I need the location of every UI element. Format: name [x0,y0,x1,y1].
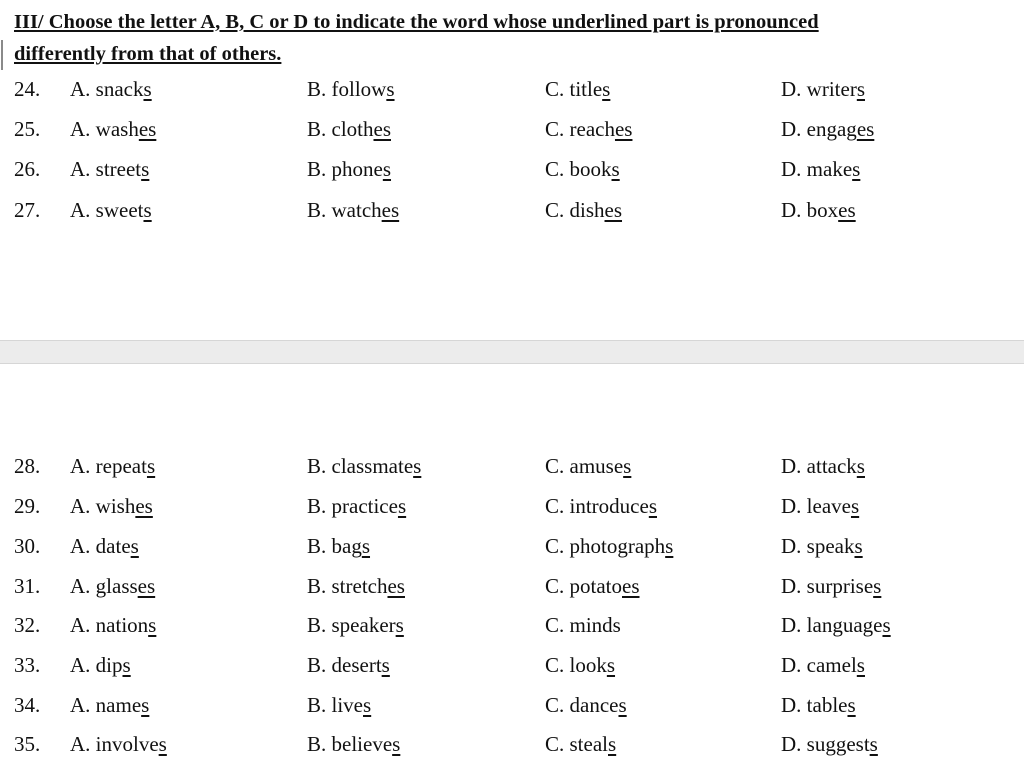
underlined-part: es [614,117,633,141]
question-row [0,450,1024,482]
option-c: C. potatoes [545,574,640,598]
option-d: D. attacks [781,454,865,478]
underlined-part: es [138,117,157,141]
option-a: A. nations [70,613,157,637]
underlined-part: s [148,613,157,637]
underlined-part: s [122,653,131,677]
underlined-part: s [397,494,407,518]
underlined-part: s [856,454,865,478]
option-c: C. reaches [545,117,633,141]
underlined-part: s [648,494,657,518]
underlined-part: es [135,494,153,518]
underlined-part: s [413,454,422,478]
page-separator [0,340,1024,364]
option-d: D. surprises [781,574,882,598]
underlined-part: s [869,732,878,756]
underlined-part: s [392,732,401,756]
underlined-part: s [623,454,632,478]
option-d: D. leaves [781,494,860,518]
question-row [0,689,1024,721]
option-c: C. looks [545,653,616,677]
question-row [0,570,1024,602]
underlined-part: s [143,198,152,222]
option-b: B. deserts [307,653,390,677]
question-row [0,73,1024,105]
underlined-part: es [622,574,640,598]
underlined-part: s [395,613,404,637]
underlined-part: s [856,653,865,677]
option-b: B. clothes [307,117,391,141]
option-d: D. makes [781,157,861,181]
underlined-part: s [363,693,372,717]
underlined-part: s [602,77,611,101]
question-number: 31. [14,574,41,598]
underlined-part: s [158,732,167,756]
option-c: C. photographs [545,534,674,558]
question-row [0,609,1024,641]
question-row [0,153,1024,185]
option-b: B. bags [307,534,371,558]
underlined-part: s [873,574,882,598]
option-d: D. writers [781,77,865,101]
option-d: D. camels [781,653,865,677]
option-d: D. engages [781,117,875,141]
question-number: 26. [14,157,41,181]
question-number: 24. [14,77,41,101]
underlined-part: s [852,157,861,181]
option-a: A. sweets [70,198,152,222]
underlined-part: s [143,77,152,101]
underlined-part: s [141,693,150,717]
option-d: D. languages [781,613,891,637]
option-d: D. boxes [781,198,856,222]
option-a: A. washes [70,117,157,141]
heading-line-2: differently from that of others. [14,43,282,65]
option-a: A. dips [70,653,131,677]
underlined-part: s [611,157,620,181]
option-a: A. names [70,693,150,717]
option-b: B. classmates [307,454,422,478]
question-number: 28. [14,454,41,478]
underlined-part: s [608,732,617,756]
underlined-part: s [856,77,865,101]
question-row [0,194,1024,226]
underlined-part: es [838,198,856,222]
question-row [0,728,1024,760]
underlined-part: s [606,653,616,677]
option-b: B. lives [307,693,372,717]
option-a: A. repeats [70,454,156,478]
option-c: C. minds [545,613,621,637]
option-c: C. books [545,157,620,181]
question-number: 32. [14,613,41,637]
option-d: D. tables [781,693,856,717]
underlined-part: s [850,494,860,518]
question-number: 27. [14,198,41,222]
underlined-part: es [137,574,156,598]
question-number: 34. [14,693,41,717]
option-b: B. stretches [307,574,405,598]
option-c: C. dances [545,693,627,717]
underlined-part: s [130,534,139,558]
question-row [0,490,1024,522]
option-c: C. introduces [545,494,657,518]
question-row [0,649,1024,681]
underlined-part: es [381,198,400,222]
underlined-part: s [141,157,150,181]
underlined-part: s [361,534,371,558]
question-row [0,113,1024,145]
underlined-part: s [146,454,156,478]
section-heading [14,6,1020,70]
underlined-part: s [386,77,395,101]
option-c: C. dishes [545,198,623,222]
option-c: C. steals [545,732,617,756]
option-a: A. involves [70,732,167,756]
question-number: 29. [14,494,41,518]
question-number: 35. [14,732,41,756]
option-c: C. amuses [545,454,632,478]
margin-marker [1,40,3,70]
question-number: 25. [14,117,41,141]
option-c: C. titles [545,77,611,101]
underlined-part: s [665,534,674,558]
underlined-part: es [387,574,405,598]
underlined-part: s [381,653,390,677]
option-b: B. follows [307,77,395,101]
underlined-part: es [604,198,623,222]
underlined-part: s [847,693,856,717]
option-b: B. watches [307,198,400,222]
option-a: A. wishes [70,494,153,518]
option-a: A. glasses [70,574,156,598]
underlined-part: es [856,117,875,141]
option-b: B. phones [307,157,392,181]
heading-line-1: III/ Choose the letter A, B, C or D to indicate the word whose underlined part is pronounced [14,11,819,33]
underlined-part: s [854,534,863,558]
underlined-part: s [382,157,392,181]
underlined-part: es [373,117,391,141]
option-a: A. dates [70,534,139,558]
question-row [0,530,1024,562]
option-b: B. practices [307,494,407,518]
option-a: A. streets [70,157,150,181]
question-number: 33. [14,653,41,677]
option-b: B. believes [307,732,401,756]
option-b: B. speakers [307,613,404,637]
underlined-part: s [618,693,627,717]
question-number: 30. [14,534,41,558]
option-d: D. suggests [781,732,878,756]
option-d: D. speaks [781,534,863,558]
option-a: A. snacks [70,77,152,101]
underlined-part: s [882,613,891,637]
